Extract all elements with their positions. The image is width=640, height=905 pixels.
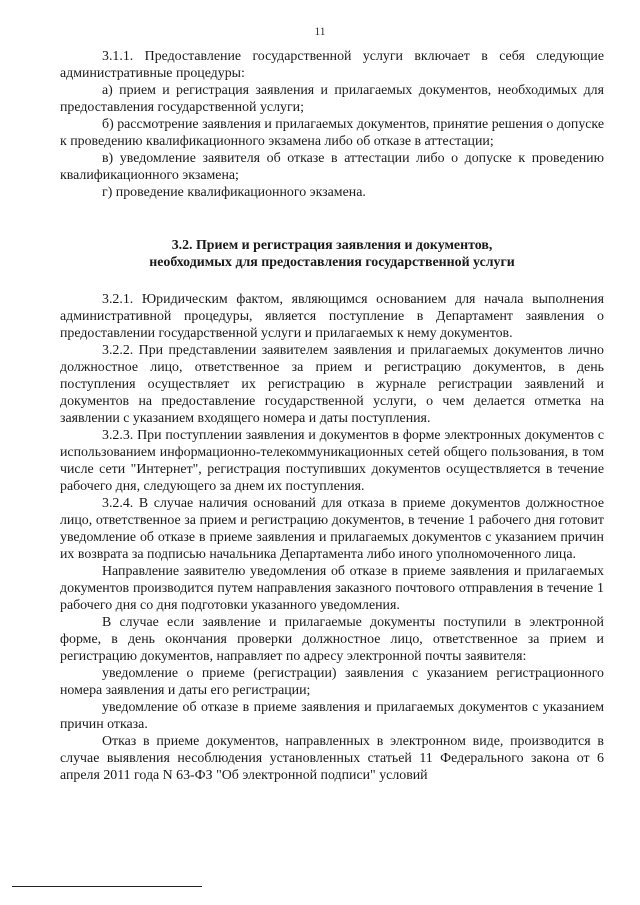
section-heading-3-2 bbox=[60, 237, 604, 271]
paragraph-electronic-submission: В случае если заявление и прилагаемые документы поступили в электронной форме, в день окончания проверки должностное лицо, ответственное за прием и регистрацию документов, направляет по адресу электронной почты заявителя: bbox=[60, 615, 604, 664]
paragraph-electronic-refusal: Отказ в приеме документов, направленных в электронном виде, производится в случае выявления несоблюдения установленных статьей 11 Федерального закона от 6 апреля 2011 года N 63-ФЗ "Об электронной подписи" условий bbox=[60, 734, 604, 783]
paragraph-refusal-notice-delivery: Направление заявителю уведомления об отказе в приеме заявления и прилагаемых документов производится путем направления заказного почтового отправления в течение 1 рабочего дня со дня подготовки указанного уведомления. bbox=[60, 564, 604, 613]
paragraph-registration-notice: уведомление о приеме (регистрации) заявления с указанием регистрационного номера заявления и даты его регистрации; bbox=[60, 666, 604, 698]
list-item-v: в) уведомление заявителя об отказе в аттестации либо о допуске к проведению квалификационного экзамена; bbox=[60, 151, 604, 183]
paragraph-3-2-4: 3.2.4. В случае наличия оснований для отказа в приеме документов должностное лицо, ответственное за прием и регистрацию документов, в течение 1 рабочего дня готовит уведомление об отказе в приеме заявления и прилагаемых документов с указанием причин их возврата за подписью начальника Департамента либо иного уполномоченного лица. bbox=[60, 496, 604, 562]
footnote-divider bbox=[12, 886, 202, 887]
page-number: 11 bbox=[314, 26, 326, 38]
section-heading-line-1: 3.2. Прием и регистрация заявления и документов, bbox=[171, 238, 493, 253]
paragraph-3-1-1: 3.1.1. Предоставление государственной услуги включает в себя следующие административные процедуры: bbox=[60, 49, 604, 81]
paragraph-3-2-1: 3.2.1. Юридическим фактом, являющимся основанием для начала выполнения административной процедуры, является поступление в Департамент заявления о предоставлении государственной услуги и прилагаемых к нему документов. bbox=[60, 292, 604, 341]
list-item-a: а) прием и регистрация заявления и прилагаемых документов, необходимых для предоставления государственной услуги; bbox=[60, 83, 604, 115]
document-body bbox=[60, 48, 604, 784]
list-item-b: б) рассмотрение заявления и прилагаемых документов, принятие решения о допуске к проведению квалификационного экзамена либо об отказе в аттестации; bbox=[60, 117, 604, 149]
paragraph-3-2-2: 3.2.2. При представлении заявителем заявления и прилагаемых документов лично должностное лицо, ответственное за прием и регистрацию документов, в день поступления осуществляет их регистрацию в журнале регистрации заявлений и документов на предоставление государственной услуги, о чем делается отметка на заявлении с указанием входящего номера и даты поступления. bbox=[60, 343, 604, 426]
section-heading-line-2: необходимых для предоставления государственной услуги bbox=[149, 255, 515, 270]
paragraph-refusal-notice: уведомление об отказе в приеме заявления и прилагаемых документов с указанием причин отказа. bbox=[60, 700, 604, 732]
list-item-g: г) проведение квалификационного экзамена. bbox=[102, 185, 366, 200]
paragraph-3-2-3: 3.2.3. При поступлении заявления и документов в форме электронных документов с использованием информационно-телекоммуникационных сетей общего пользования, в том числе сети "Интернет", регистрация поступивших документов осуществляется в течение рабочего дня, следующего за днем их поступления. bbox=[60, 428, 604, 494]
